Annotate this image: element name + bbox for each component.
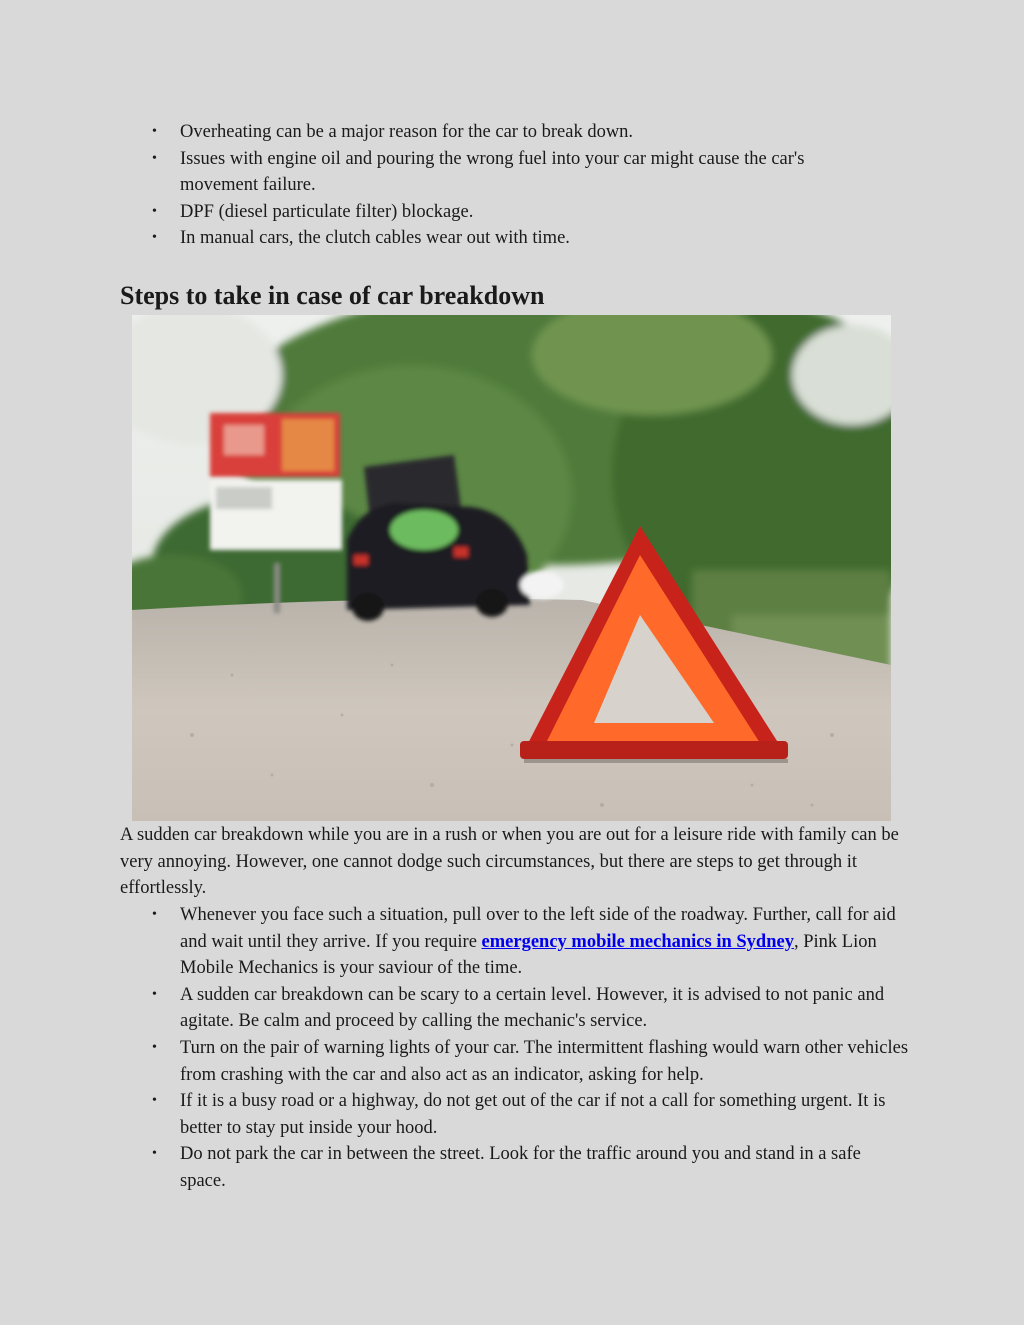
bullet-icon: • — [152, 124, 157, 139]
bullet-icon: • — [152, 986, 157, 1002]
list-item — [120, 902, 910, 982]
list-item-text: A sudden car breakdown can be scary to a certain level. However, it is advised to not panic and agitate. Be calm and proceed by calling the mechanic's service. — [180, 984, 885, 1032]
list-item-text: If it is a busy road or a highway, do not get out of the car if not a call for something urgent. It is better to stay put inside your hood. — [180, 1091, 886, 1138]
list-item-text: Whenever you face such a situation, pull over to the left side of the roadway. Further, call for aid and wait until they arrive. If you require — [180, 905, 896, 952]
bullet-icon: • — [152, 203, 157, 219]
list-item-text: Turn on the pair of warning lights of your car. The intermittent flashing would warn other vehicles from crashing with the car and also act as an indicator, asking for help. — [180, 1037, 909, 1085]
list-item-text: Do not park the car in between the street. Look for the traffic around you and stand in a safe space. — [180, 1144, 861, 1191]
list-item — [120, 1035, 910, 1088]
list-item-text: , Pink Lion Mobile Mechanics is your saviour of the time. — [180, 931, 877, 979]
bullet-icon: • — [152, 1146, 157, 1162]
emergency-mechanics-link[interactable]: emergency mobile mechanics in Sydney — [481, 931, 794, 952]
bullet-icon: • — [152, 1039, 157, 1055]
breakdown-causes-list — [120, 119, 880, 252]
list-item — [120, 1141, 910, 1194]
breakdown-steps-list — [120, 902, 910, 1195]
bullet-icon: • — [152, 150, 157, 166]
list-item — [120, 146, 880, 199]
list-item — [120, 982, 910, 1035]
list-item — [120, 225, 880, 252]
section-heading: Steps to take in case of car breakdown — [120, 281, 545, 310]
list-item-text: DPF (diesel particulate filter) blockage. — [180, 201, 474, 222]
breakdown-warning-triangle-photo — [132, 315, 891, 821]
list-item — [120, 1088, 910, 1141]
list-item — [120, 199, 880, 226]
list-item-text: Issues with engine oil and pouring the wrong fuel into your car might cause the car's movement failure. — [180, 148, 805, 196]
bullet-icon: • — [152, 230, 157, 246]
intro-paragraph: A sudden car breakdown while you are in a rush or when you are out for a leisure ride with family can be very annoying. However, one cannot dodge such circumstances, but there are steps to get through it effortlessly. — [120, 825, 899, 899]
list-item-text: Overheating can be a major reason for the car to break down. — [180, 122, 634, 142]
bullet-icon: • — [152, 907, 157, 922]
list-item-text: In manual cars, the clutch cables wear out with time. — [180, 228, 570, 249]
list-item — [120, 119, 880, 146]
bullet-icon: • — [152, 1093, 157, 1109]
